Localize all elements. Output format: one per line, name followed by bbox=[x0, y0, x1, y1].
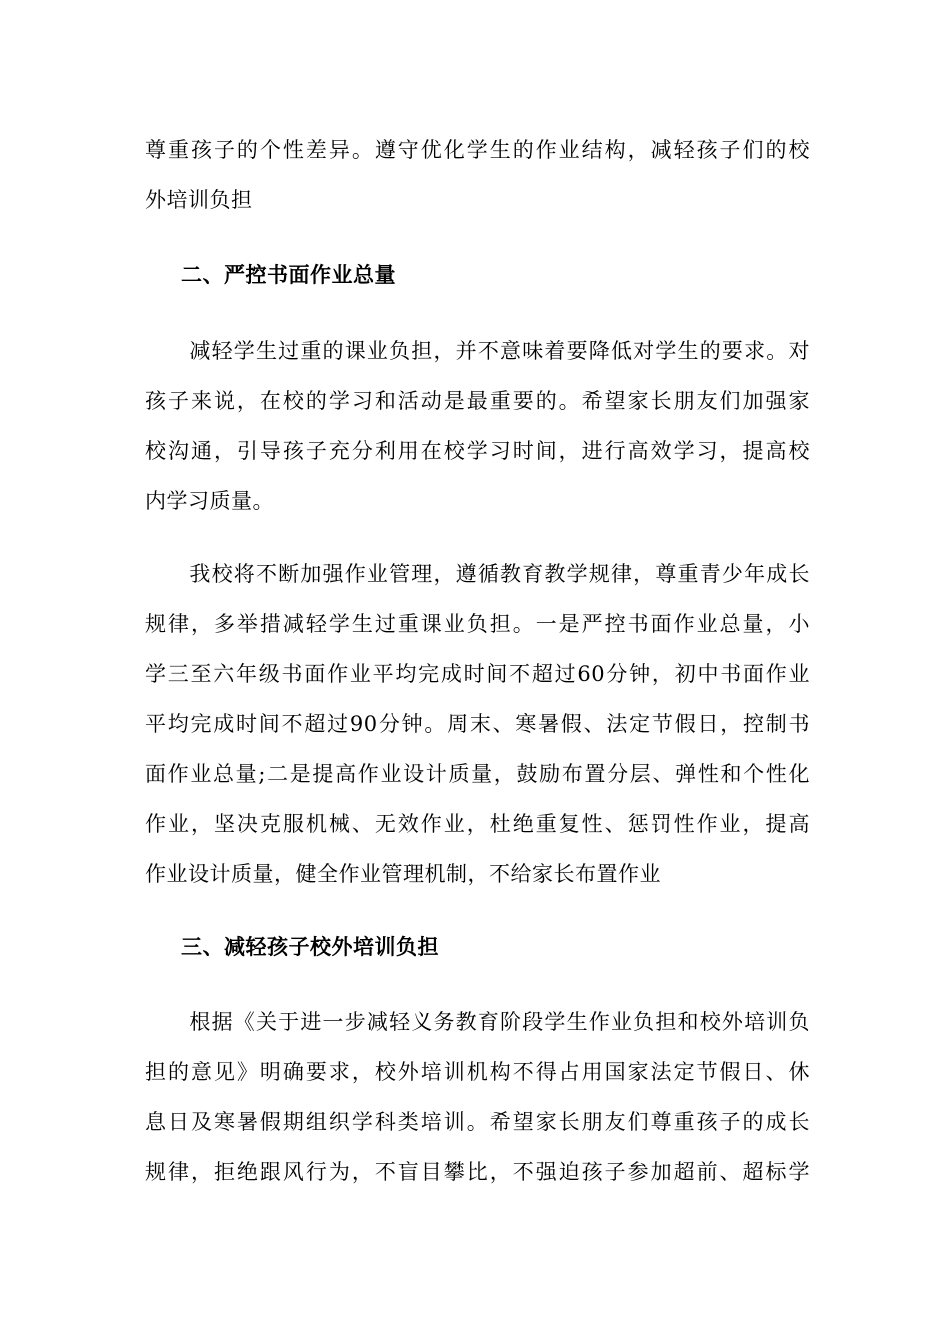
text-line: 外培训负担 bbox=[145, 188, 253, 212]
intro-paragraph bbox=[145, 125, 810, 225]
text-line: 作业设计质量，健全作业管理机制，不给家长布置作业 bbox=[145, 862, 661, 886]
text-line: 根据《关于进一步减轻义务教育阶段学生作业负担和校外培训负 bbox=[145, 1010, 810, 1034]
section-3-paragraph-1 bbox=[145, 997, 810, 1197]
section-heading-3: 三、减轻孩子校外培训负担 bbox=[181, 934, 439, 959]
text-line: 尊重孩子的个性差异。遵守优化学生的作业结构，减轻孩子们的校 bbox=[145, 138, 810, 162]
text-line: 担的意见》明确要求，校外培训机构不得占用国家法定节假日、休 bbox=[145, 1060, 810, 1084]
text-line: 孩子来说，在校的学习和活动是最重要的。希望家长朋友们加强家 bbox=[145, 389, 810, 413]
text-line: 内学习质量。 bbox=[145, 489, 274, 513]
text-line: 我校将不断加强作业管理，遵循教育教学规律，尊重青少年成长 bbox=[145, 562, 810, 586]
section-2-paragraph-1 bbox=[145, 326, 810, 526]
text-line: 面作业总量;二是提高作业设计质量，鼓励布置分层、弹性和个性化 bbox=[145, 762, 810, 786]
text-line: 规律，拒绝跟风行为，不盲目攀比，不强迫孩子参加超前、超标学 bbox=[145, 1160, 810, 1184]
text-line: 平均完成时间不超过90分钟。周末、寒暑假、法定节假日，控制书 bbox=[145, 712, 810, 736]
text-line: 息日及寒暑假期组织学科类培训。希望家长朋友们尊重孩子的成长 bbox=[145, 1110, 810, 1134]
text-line: 校沟通，引导孩子充分利用在校学习时间，进行高效学习，提高校 bbox=[145, 439, 810, 463]
section-heading-2: 二、严控书面作业总量 bbox=[181, 262, 396, 287]
section-2-paragraph-2 bbox=[145, 549, 810, 899]
text-line: 学三至六年级书面作业平均完成时间不超过60分钟，初中书面作业 bbox=[145, 662, 810, 686]
text-line: 规律，多举措减轻学生过重课业负担。一是严控书面作业总量，小 bbox=[145, 612, 810, 636]
text-line: 作业，坚决克服机械、无效作业，杜绝重复性、惩罚性作业，提高 bbox=[145, 812, 810, 836]
text-line: 减轻学生过重的课业负担，并不意味着要降低对学生的要求。对 bbox=[145, 339, 810, 363]
